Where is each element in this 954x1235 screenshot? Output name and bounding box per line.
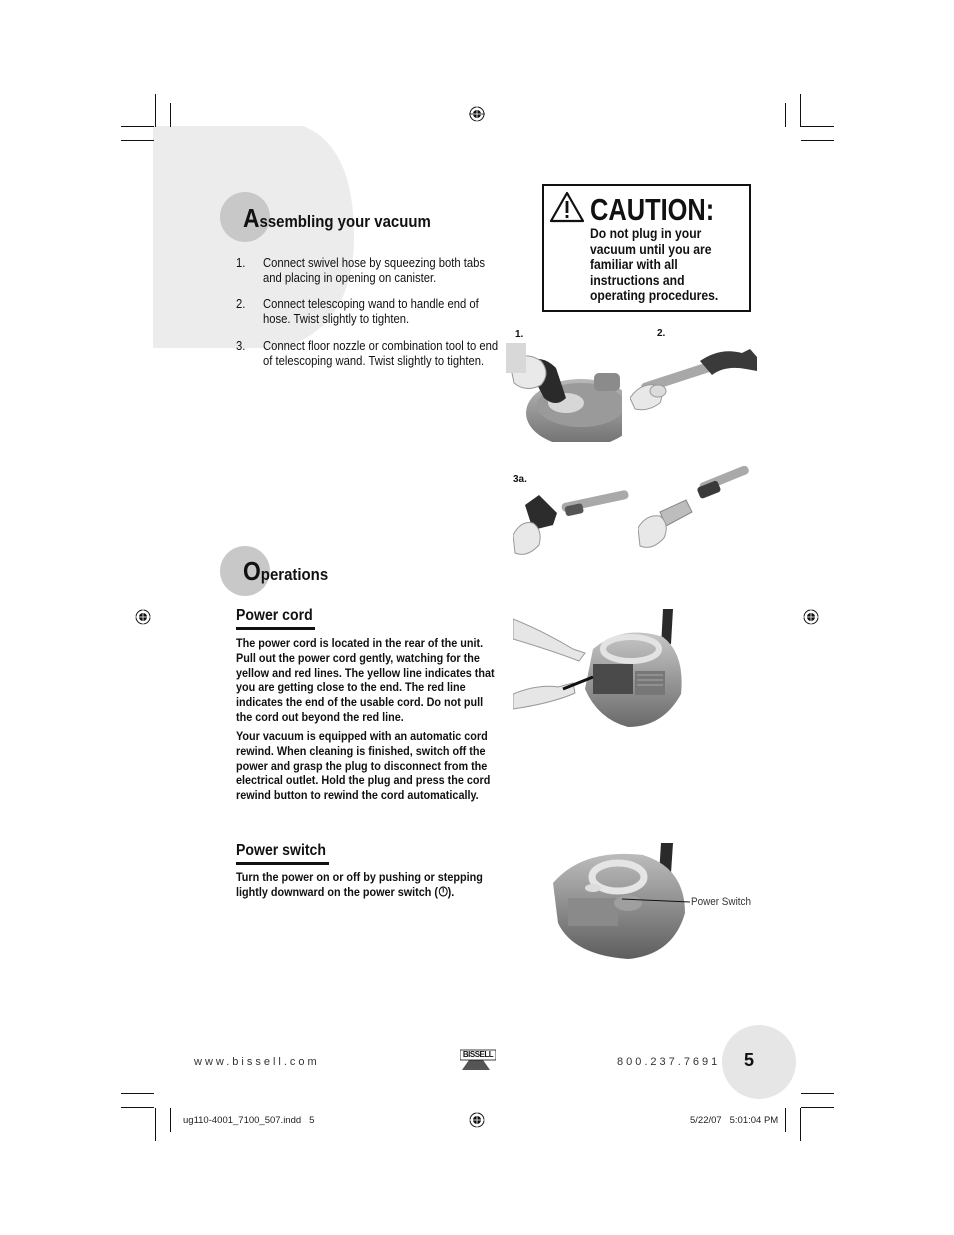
assembly-step — [236, 339, 506, 387]
footer-phone: 800.237.7691 — [617, 1056, 721, 1068]
warning-triangle-icon — [549, 191, 585, 223]
callout-leader-line — [622, 890, 692, 904]
heading-underline — [236, 627, 315, 630]
step-number: 2. — [236, 297, 246, 311]
page-number: 5 — [744, 1050, 755, 1070]
figure-label-2: 2. — [657, 328, 666, 339]
power-symbol-icon — [438, 886, 448, 897]
power-switch-heading: Power switch — [236, 842, 326, 859]
figure-label-3a: 3a. — [513, 474, 527, 485]
section-title-operations — [243, 556, 328, 587]
power-switch-text — [236, 870, 500, 900]
step-text: Connect floor nozzle or combination tool to end of telescoping wand. Twist slightly to tighten. — [263, 339, 499, 368]
step-number: 3. — [236, 339, 246, 353]
assembly-step — [236, 256, 506, 288]
figure-label-3b: 3b. — [657, 474, 672, 485]
power-cord-heading: Power cord — [236, 607, 313, 624]
registration-mark-icon — [135, 609, 151, 625]
page-number-circle — [722, 1025, 796, 1099]
figure-3b-combination-tool-image — [638, 466, 750, 551]
bissell-logo — [460, 1046, 496, 1070]
registration-mark-icon — [803, 609, 819, 625]
logo-text: BISSELL — [462, 1050, 494, 1059]
power-switch-text-before: Turn the power on or off by pushing or stepping lightly downward on the power switch ( — [236, 870, 483, 899]
caution-text: Do not plug in your vacuum until you are familiar with all instructions and operating procedures. — [590, 226, 719, 304]
figure-2-wand-hose-image — [630, 343, 757, 412]
figure-1-hose-canister-image — [506, 343, 622, 442]
power-switch-callout-label: Power Switch — [691, 896, 751, 908]
title-rest: perations — [260, 565, 329, 584]
title-initial: A — [243, 203, 260, 233]
registration-mark-icon — [469, 1112, 485, 1128]
file-slug-right: 5/22/07 5:01:04 PM — [690, 1115, 779, 1126]
assembly-step — [236, 297, 506, 329]
registration-mark-icon — [469, 106, 485, 122]
file-slug-left: ug110-4001_7100_507.indd 5 — [183, 1115, 315, 1126]
power-cord-vacuum-image — [513, 609, 685, 729]
heading-underline — [236, 862, 329, 865]
title-initial: O — [243, 556, 261, 586]
power-cord-paragraph-1: The power cord is located in the rear of the unit. Pull out the power cord gently, watching for the yellow and red lines. The yellow line indicates that you are getting close to the end. The red line indicates the end of the usable cord. Do not pull the cord out beyond the red line. — [236, 636, 495, 724]
step-number: 1. — [236, 256, 246, 270]
power-cord-paragraph-2: Your vacuum is equipped with an automatic cord rewind. When cleaning is finished, switch off the power and grasp the plug to disconnect from the electrical outlet. Hold the plug and press the cord rewind button to rewind the cord automatically. — [236, 729, 491, 803]
title-rest: ssembling your vacuum — [259, 212, 431, 231]
step-text: Connect telescoping wand to handle end of hose. Twist slightly to tighten. — [263, 297, 479, 326]
section-title-assembling — [243, 203, 431, 234]
caution-box — [542, 184, 751, 312]
figure-3a-floor-nozzle-image — [513, 485, 630, 558]
power-switch-text-after: ). — [447, 884, 455, 899]
caution-title: CAUTION: — [590, 192, 715, 227]
step-text: Connect swivel hose by squeezing both tabs and placing in opening on canister. — [263, 256, 486, 285]
figure-label-1: 1. — [515, 329, 524, 340]
footer-website: www.bissell.com — [194, 1056, 320, 1068]
